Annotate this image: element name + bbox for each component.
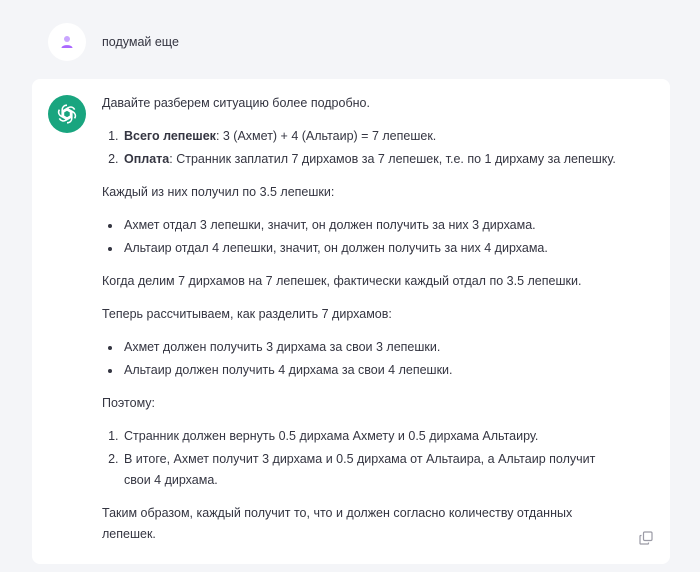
user-avatar [48, 23, 86, 61]
list-item: • Альтаир должен получить 4 дирхама за свои 4 лепешки. [122, 360, 622, 381]
list-item: 1. Странник должен вернуть 0.5 дирхама Ахмету и 0.5 дирхама Альтаиру. [122, 426, 622, 447]
list-item: • Ахмет отдал 3 лепешки, значит, он должен получить за них 3 дирхама. [122, 215, 622, 236]
assistant-avatar [48, 95, 86, 133]
user-message [48, 23, 179, 61]
user-message-text: подумай еще [102, 35, 179, 49]
list-item-text: : Странник заплатил 7 дирхамов за 7 лепешек, т.е. по 1 дирхаму за лепешку. [169, 152, 616, 166]
numbered-list-summary [102, 126, 622, 170]
list-item-bold: Всего лепешек [124, 129, 216, 143]
intro-paragraph: Давайте разберем ситуацию более подробно. [102, 96, 370, 110]
copy-icon [638, 530, 654, 546]
copy-button[interactable] [638, 530, 654, 546]
numbered-list-result [102, 426, 622, 491]
paragraph: Когда делим 7 дирхамов на 7 лепешек, фактически каждый отдал по 3.5 лепешки. [102, 274, 582, 288]
list-item [122, 126, 622, 147]
list-item-bold: Оплата [124, 152, 170, 166]
bullet-list-given [102, 215, 622, 259]
list-item-text: : 3 (Ахмет) + 4 (Альтаир) = 7 лепешек. [215, 129, 437, 143]
paragraph: Теперь рассчитываем, как разделить 7 дирхамов: [102, 307, 392, 321]
paragraph: Поэтому: [102, 396, 156, 410]
assistant-message-card [32, 79, 670, 564]
assistant-message-text [102, 93, 622, 557]
bullet-list-share [102, 337, 622, 381]
conclusion-paragraph: Таким образом, каждый получит то, что и должен согласно количеству отданных лепешек. [102, 506, 573, 541]
list-item: 2. В итоге, Ахмет получит 3 дирхама и 0.5 дирхама от Альтаира, а Альтаир получит свои 4 дирхама. [122, 449, 622, 491]
list-item: • Альтаир отдал 4 лепешки, значит, он должен получить за них 4 дирхама. [122, 238, 622, 259]
list-item: • Ахмет должен получить 3 дирхама за свои 3 лепешки. [122, 337, 622, 358]
user-icon [59, 34, 75, 50]
list-item [122, 149, 622, 170]
openai-logo-icon [55, 102, 79, 126]
paragraph: Каждый из них получил по 3.5 лепешки: [102, 185, 335, 199]
